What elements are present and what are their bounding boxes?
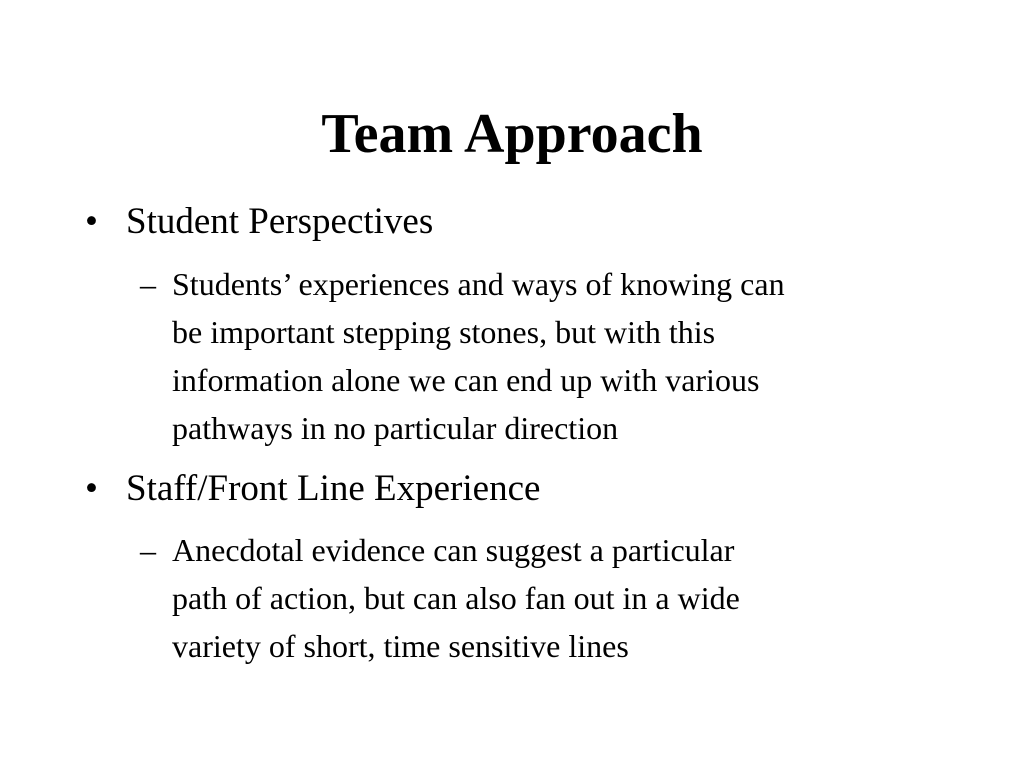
sub-bullet-line: Anecdotal evidence can suggest a particular [172,532,735,568]
bullet-heading: Staff/Front Line Experience [126,468,541,509]
dash-icon: – [140,266,156,302]
slide-title: Team Approach [321,103,703,165]
sub-bullet-text [172,260,952,452]
sub-bullet-line: pathways in no particular direction [172,410,619,446]
bullet-icon: • [85,468,98,509]
dash-icon: – [140,532,156,568]
sub-bullet-line: be important stepping stones, but with this [172,314,716,350]
sub-bullet-line: Students’ experiences and ways of knowing can [172,266,785,302]
bullet-icon: • [85,201,98,242]
sub-bullet-text [172,526,952,670]
sub-bullet-line: path of action, but can also fan out in a wide [172,580,740,616]
sub-bullet-line: information alone we can end up with various [172,362,760,398]
bullet-heading: Student Perspectives [126,201,434,242]
sub-bullet-line: variety of short, time sensitive lines [172,628,629,664]
